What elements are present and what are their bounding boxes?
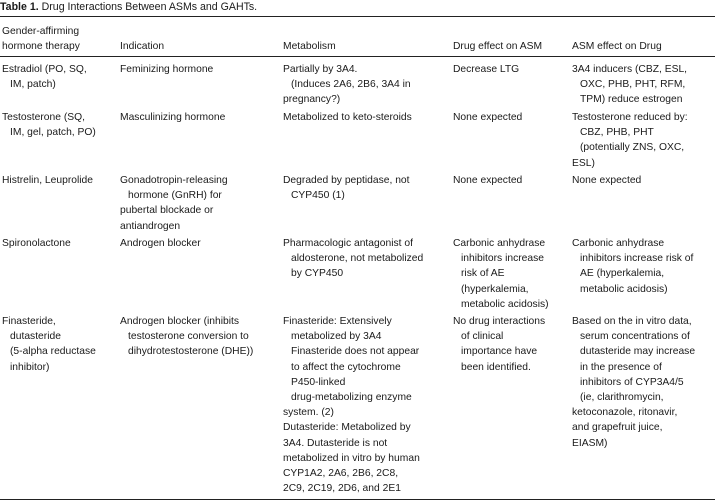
cell-metabolism — [283, 62, 448, 108]
header-indication — [120, 39, 278, 54]
cell-line: None expected — [453, 112, 523, 123]
cell-gaht — [2, 62, 114, 92]
table-label: Table 1. — [0, 1, 39, 13]
cell-line: ESL) — [572, 157, 595, 169]
cell-line: and grapefruit juice, — [572, 422, 663, 434]
cell-drug-effect-on-asm — [453, 314, 567, 375]
cell-line: (Induces 2A6, 2B6, 3A4 in — [291, 79, 411, 91]
cell-gaht — [2, 314, 114, 375]
cell-line: serum concentrations of — [580, 331, 690, 343]
cell-asm-effect-on-drug — [572, 62, 713, 108]
cell-line: 3A4 inducers (CBZ, ESL, — [572, 64, 688, 75]
cell-line: dutasteride may increase — [580, 346, 696, 358]
cell-line: Androgen blocker (inhibits — [120, 316, 240, 327]
cell-line: CYP1A2, 2A6, 2B6, 2C8, — [283, 468, 399, 480]
cell-line: dutasteride — [10, 331, 61, 343]
cell-line: Dutasteride: Metabolized by — [283, 422, 411, 434]
cell-line: IM, gel, patch, PO) — [10, 127, 96, 139]
cell-line: (potentially ZNS, OXC, — [580, 142, 685, 154]
cell-line: hormone (GnRH) for — [128, 190, 222, 202]
cell-line: Gonadotropin-releasing — [120, 175, 228, 186]
cell-line: Androgen blocker — [120, 238, 201, 249]
cell-gaht — [2, 173, 114, 188]
cell-line: No drug interactions — [453, 316, 546, 327]
cell-line: Decrease LTG — [453, 64, 520, 75]
bottom-rule — [0, 499, 715, 500]
cell-line: CBZ, PHB, PHT — [580, 127, 654, 139]
cell-line: pregnancy?) — [283, 94, 341, 106]
cell-indication — [120, 110, 278, 125]
cell-metabolism — [283, 314, 448, 496]
cell-line: of clinical — [461, 331, 504, 343]
cell-line: Partially by 3A4. — [283, 64, 358, 75]
cell-line: metabolized by 3A4 — [291, 331, 382, 343]
cell-drug-effect-on-asm — [453, 110, 567, 125]
cell-line: Feminizing hormone — [120, 64, 214, 75]
cell-line: Gender-affirming — [2, 26, 80, 37]
cell-line: Spironolactone — [2, 238, 71, 249]
cell-line: Testosterone (SQ, — [2, 112, 85, 123]
cell-line: Estradiol (PO, SQ, — [2, 64, 87, 75]
header-rule — [0, 56, 715, 57]
cell-line: Testosterone reduced by: — [572, 112, 688, 123]
cell-line: importance have — [461, 346, 538, 358]
top-rule — [0, 16, 715, 17]
cell-line: antiandrogen — [120, 220, 181, 232]
cell-line: AE (hyperkalemia, — [580, 268, 665, 280]
cell-line: Drug effect on ASM — [453, 41, 543, 52]
cell-line: Histrelin, Leuprolide — [2, 175, 94, 186]
cell-gaht — [2, 110, 114, 140]
cell-line: TPM) reduce estrogen — [580, 94, 683, 106]
header-metabolism — [283, 39, 448, 54]
cell-line: None expected — [572, 175, 642, 186]
cell-asm-effect-on-drug — [572, 236, 713, 297]
cell-line: Metabolized to keto-steroids — [283, 112, 412, 123]
header-drug-effect-on-asm — [453, 39, 567, 54]
table-caption — [0, 0, 257, 15]
cell-line: aldosterone, not metabolized — [291, 253, 424, 265]
header-gaht — [2, 24, 114, 54]
cell-line: by CYP450 — [291, 268, 344, 280]
cell-line: hormone therapy — [2, 41, 80, 53]
cell-line: IM, patch) — [10, 79, 56, 91]
cell-indication — [120, 173, 278, 234]
cell-asm-effect-on-drug — [572, 173, 713, 188]
cell-line: None expected — [453, 175, 523, 186]
header-asm-effect-on-drug — [572, 39, 713, 54]
cell-indication — [120, 314, 278, 360]
cell-line: Finasteride does not appear — [291, 346, 420, 358]
cell-line: P450-linked — [291, 376, 346, 388]
cell-line: risk of AE — [461, 268, 505, 280]
cell-line: Carbonic anhydrase — [453, 238, 546, 249]
cell-gaht — [2, 236, 114, 251]
cell-line: Pharmacologic antagonist of — [283, 238, 413, 249]
cell-line: Finasteride: Extensively — [283, 316, 392, 327]
cell-line: inhibitors increase — [461, 253, 544, 265]
cell-line: Indication — [120, 41, 165, 52]
cell-line: inhibitors increase risk of — [580, 253, 694, 265]
cell-line: metabolized in vitro by human — [283, 452, 420, 464]
cell-drug-effect-on-asm — [453, 236, 567, 312]
cell-indication — [120, 62, 278, 77]
cell-line: ketoconazole, ritonavir, — [572, 407, 678, 419]
cell-asm-effect-on-drug — [572, 314, 713, 451]
cell-line: dihydrotestosterone (DHE)) — [128, 346, 254, 358]
cell-metabolism — [283, 236, 448, 282]
cell-line: Finasteride, — [2, 316, 56, 327]
cell-line: CYP450 (1) — [291, 190, 345, 202]
cell-line: 2C9, 2C19, 2D6, and 2E1 — [283, 483, 401, 495]
cell-line: (5-alpha reductase — [10, 346, 96, 358]
cell-line: drug-metabolizing enzyme — [291, 392, 412, 404]
cell-line: Masculinizing hormone — [120, 112, 226, 123]
cell-line: (ie, clarithromycin, — [580, 392, 664, 404]
cell-line: ASM effect on Drug — [572, 41, 662, 52]
cell-line: testosterone conversion to — [128, 331, 249, 343]
cell-line: EIASM) — [572, 437, 608, 449]
cell-line: metabolic acidosis) — [580, 283, 668, 295]
cell-line: been identified. — [461, 361, 531, 373]
cell-line: Degraded by peptidase, not — [283, 175, 410, 186]
cell-line: inhibitor) — [10, 361, 50, 373]
cell-asm-effect-on-drug — [572, 110, 713, 171]
cell-line: inhibitors of CYP3A4/5 — [580, 376, 684, 388]
cell-line: pubertal blockade or — [120, 205, 214, 217]
cell-line: in the presence of — [580, 361, 662, 373]
cell-line: to affect the cytochrome — [291, 361, 401, 373]
cell-drug-effect-on-asm — [453, 62, 567, 77]
cell-line: system. (2) — [283, 407, 334, 419]
cell-line: Based on the in vitro data, — [572, 316, 692, 327]
table-title: Drug Interactions Between ASMs and GAHTs. — [41, 1, 258, 13]
cell-metabolism — [283, 110, 448, 125]
cell-metabolism — [283, 173, 448, 203]
cell-line: 3A4. Dutasteride is not — [283, 437, 388, 449]
cell-drug-effect-on-asm — [453, 173, 567, 188]
cell-indication — [120, 236, 278, 251]
cell-line: metabolic acidosis) — [461, 298, 549, 310]
cell-line: Metabolism — [283, 41, 336, 52]
cell-line: OXC, PHB, PHT, RFM, — [580, 79, 686, 91]
cell-line: Carbonic anhydrase — [572, 238, 665, 249]
cell-line: (hyperkalemia, — [461, 283, 529, 295]
